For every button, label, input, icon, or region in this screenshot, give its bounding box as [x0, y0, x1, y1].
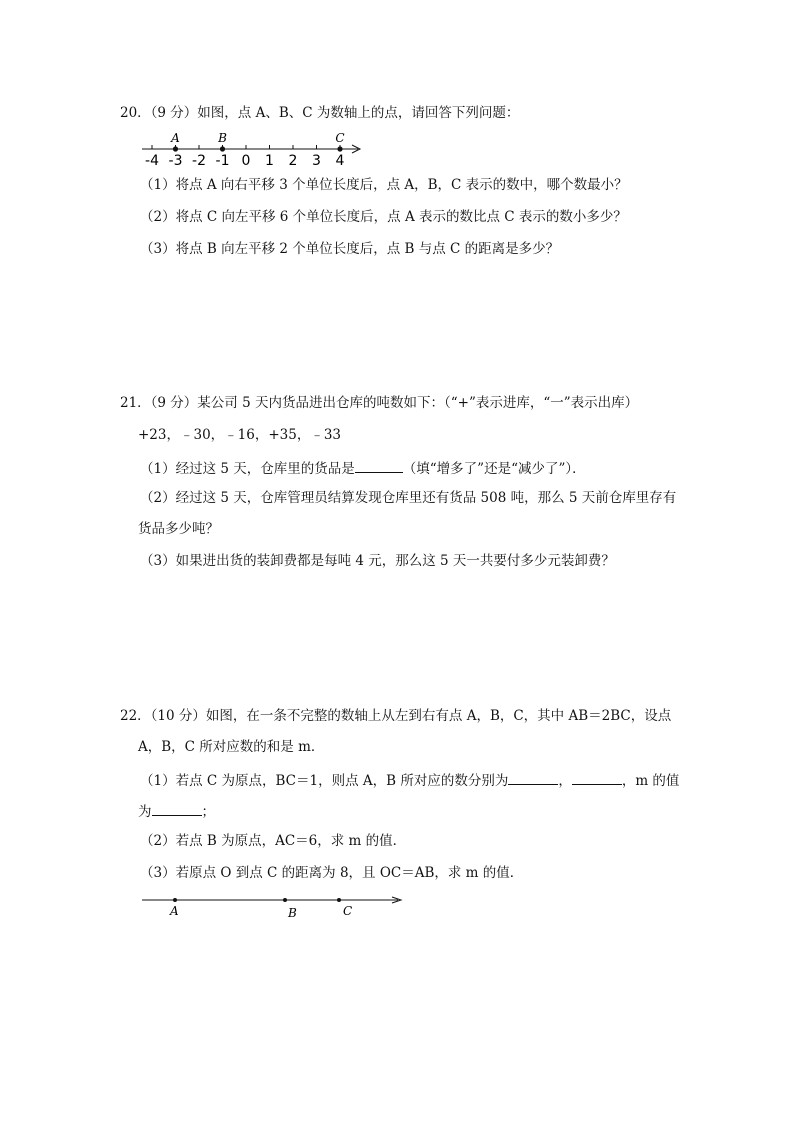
- q20-tick-label: -1: [215, 153, 230, 169]
- q22-label-a: A: [170, 904, 179, 918]
- q20-point-a: [173, 146, 178, 151]
- q20-tick-label: -4: [145, 153, 159, 169]
- q21-sub1-pre: （1）经过这 5 天，仓库里的货品是: [140, 461, 355, 477]
- q20-point-b: [220, 146, 225, 151]
- q22-sub1-mid: ，m 的值: [621, 773, 680, 789]
- q22-sub1-sep: ，: [558, 773, 572, 789]
- q22-stem-line1: 22．（10 分）如图，在一条不完整的数轴上从左到右有点 A，B，C，其中 AB＝2BC，设点: [120, 708, 672, 724]
- q22-sub1-pre: （1）若点 C 为原点，BC＝1，则点 A，B 所对应的数分别为: [140, 773, 509, 789]
- q20-number-line: [140, 128, 370, 168]
- q20-sub1: （1）将点 A 向右平移 3 个单位长度后，点 A，B，C 表示的数中，哪个数最小？: [140, 177, 628, 193]
- q20-sub2: （2）将点 C 向左平移 6 个单位长度后，点 A 表示的数比点 C 表示的数小多少？: [140, 209, 627, 225]
- q22-sub1: [140, 770, 679, 790]
- q21-sub2-line1: （2）经过这 5 天，仓库管理员结算发现仓库里还有货品 508 吨，那么 5 天前仓库里存有: [140, 490, 677, 506]
- q22-label-c: C: [343, 904, 353, 918]
- q22-sub1-blank-a[interactable]: [508, 770, 558, 785]
- q20-tick-label: -2: [192, 153, 206, 169]
- q21-sub3: （3）如果进出货的装卸费都是每吨 4 元，那么这 5 天一共要付多少元装卸费？: [140, 553, 615, 569]
- q22-sub2: （2）若点 B 为原点，AC＝6，求 m 的值．: [140, 833, 407, 849]
- q22-sub1-blank-b[interactable]: [572, 770, 622, 785]
- q20-stem: 20．（9 分）如图，点 A、B、C 为数轴上的点，请回答下列问题：: [120, 105, 520, 121]
- q22-point-c: [337, 898, 341, 902]
- q20-tick-label: -3: [168, 153, 183, 169]
- q21-sub2-line2: 货品多少吨？: [138, 521, 219, 537]
- q20-tick-label: 1: [265, 153, 274, 169]
- q20-point-c: [337, 146, 342, 151]
- q20-tick-label: 2: [288, 153, 298, 169]
- q21-sub1-post: （填“增多了”还是“减少了”）．: [402, 461, 586, 477]
- q20-point-label-c: C: [335, 131, 345, 145]
- q20-tick-label: 3: [312, 153, 321, 169]
- q22-sub3: （3）若原点 O 到点 C 的距离为 8，且 OC＝AB，求 m 的值．: [140, 865, 524, 881]
- q20-tick-label: 4: [335, 153, 345, 169]
- q22-sub1-l2-post: ；: [201, 804, 215, 820]
- q22-figure-line: [140, 890, 410, 922]
- q20-point-label-a: A: [171, 131, 180, 145]
- q20-point-label-b: B: [218, 131, 227, 145]
- q22-sub1-line2: [138, 801, 215, 821]
- q22-point-a: [173, 898, 177, 902]
- q20-tick-label: 0: [241, 153, 251, 169]
- q21-sub1: [140, 458, 586, 478]
- q21-sub1-blank[interactable]: [355, 458, 403, 473]
- q21-stem: 21．（9 分）某公司 5 天内货品进出仓库的吨数如下：（“+”表示进库，“一”表示出库）: [120, 395, 639, 411]
- q22-stem-line2: A，B，C 所对应数的和是 m．: [138, 739, 325, 755]
- q20-sub3: （3）将点 B 向左平移 2 个单位长度后，点 B 与点 C 的距离是多少？: [140, 241, 560, 257]
- q22-label-b: B: [288, 906, 297, 920]
- q21-data: +23，﹣30，﹣16，+35，﹣33: [138, 427, 342, 443]
- q22-point-b: [283, 898, 287, 902]
- q22-sub1-blank-m[interactable]: [152, 801, 202, 816]
- q22-sub1-l2-pre: 为: [138, 804, 152, 820]
